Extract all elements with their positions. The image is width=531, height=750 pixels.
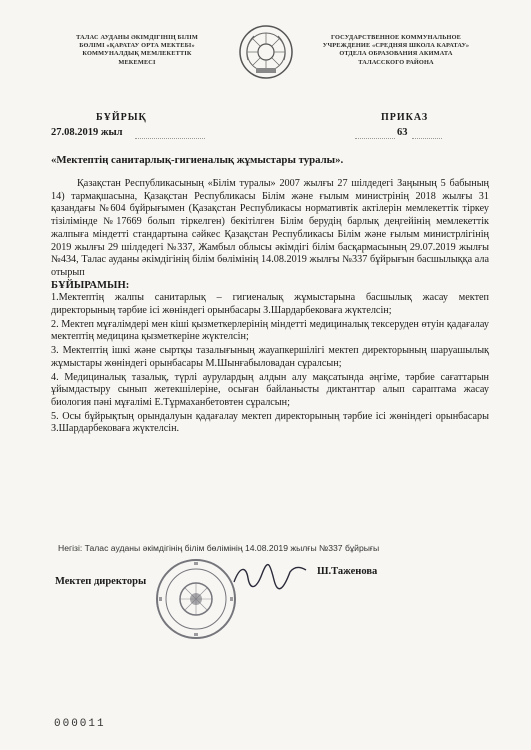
order-item: 1.Мектептің жалпы санитарлық – гигиеналық жұмыстарына басшылық жасау мектеп директорының тәрбие ісі жөніндегі орынбасары З.Шардарбековаға жүктелсін; [51,292,489,317]
divider [135,138,205,139]
header-left-line: ТАЛАС АУДАНЫ ӘКІМДІГІНІҢ БІЛІМ [76,34,198,41]
order-number: 63 [397,127,408,138]
ordered-heading: БҰЙЫРАМЫН: [51,279,130,291]
header-russian-org [306,34,486,67]
header-left-line: БӨЛІМІ «ҚАРАТАУ ОРТА МЕКТЕБІ» [79,42,195,50]
order-item: 3. Мектептің ішкі және сыртқы тазалығының жауапкершілігі мектеп директорының шаруашылық жұмыстары жөніндегі орынбасары М.Шынғабыловадан сұралсын; [51,345,489,369]
header-right-line: ОТДЕЛА ОБРАЗОВАНИЯ АКИМАТА [339,50,453,58]
basis-note: Негізі: Талас ауданы әкімдігінің білім бөлімінің 14.08.2019 жылғы №337 бұйрығы [58,543,380,553]
intro-paragraph: Қазақстан Республикасының «Білім туралы» 2007 жылғы 27 шілдедегі Заңының 5 бабының 14) тармақшасына, Қазақстан Республикасы Білім және ғылым министрінің 2018 жылғы 31 қазандағы №604 бұйрығымен (Қазақстан Республикасы нормативтік актілерін мемлекеттік тіркеу тізілімінде №17669 болып тіркелген) бекітілген Білім берудің барлық деңгейінің мемлекеттік жалпыға міндетті стандартына сәйкес Қазақстан Республикасы Білім және ғылым министрлігінің 2019 жылғы 29 шілдедегі №337, Жамбыл облысы әкімдігі білім басқармасының 29.07.2019 жылғы №434, Талас ауданы әкімдігінің білім бөлімінің 14.08.2019 жылғы №337 бұйрығын басшылыққа ала отырып [51,178,489,278]
header-right-line: ГОСУДАРСТВЕННОЕ КОММУНАЛЬНОЕ [330,34,461,41]
order-title: «Мектептің санитарлық-гигиеналық жұмыстары туралы». [51,154,344,166]
header-left-line: КОММУНАЛДЫҚ МЕМЛЕКЕТТІК [82,50,192,58]
doc-type-kazakh: БҰЙРЫҚ [96,112,147,123]
signatory-name: Ш.Таженова [317,566,378,577]
state-emblem-icon [238,24,294,80]
round-stamp-icon [155,558,237,640]
divider [355,138,395,139]
header-right-line: ТАЛАССКОГО РАЙОНА [358,58,434,66]
header-right-line: УЧРЕЖДЕНИЕ «СРЕДНЯЯ ШКОЛА КАРАТАУ» [322,42,470,50]
order-date: 27.08.2019 жыл [51,127,123,138]
divider [412,138,442,139]
signatory-title: Мектеп директоры [55,576,147,587]
handwritten-signature-icon [230,560,310,594]
header-left-line: МЕКЕМЕСІ [118,58,156,66]
serial-number: 000011 [54,718,106,730]
header-kazakh-org [52,34,222,67]
order-item: 4. Медициналық тазалық, түрлі аурулардың алдын алу мақсатында әңгіме, тәрбие сағаттарын ұйымдастыру сынып жетекшілеріне, осыған байланысты диктанттар алып сараптама жасау биология пәні мұғалімі Е.Тұрмаханбетовтен сұралсын; [51,371,489,408]
doc-type-russian: ПРИКАЗ [381,112,429,123]
order-item: 5. Осы бұйрықтың орындалуын қадағалау мектеп директорының тәрбие ісі жөніндегі орынбасары З.Шардарбековаға жүктелсін. [51,410,489,435]
order-body [51,178,489,436]
order-item: 2. Мектеп мұғалімдері мен кіші қызметкерлерінің міндетті медициналық тексеруден өтуін қадағалау мектептің медицина қызметкеріне жүктелсін; [51,318,489,343]
